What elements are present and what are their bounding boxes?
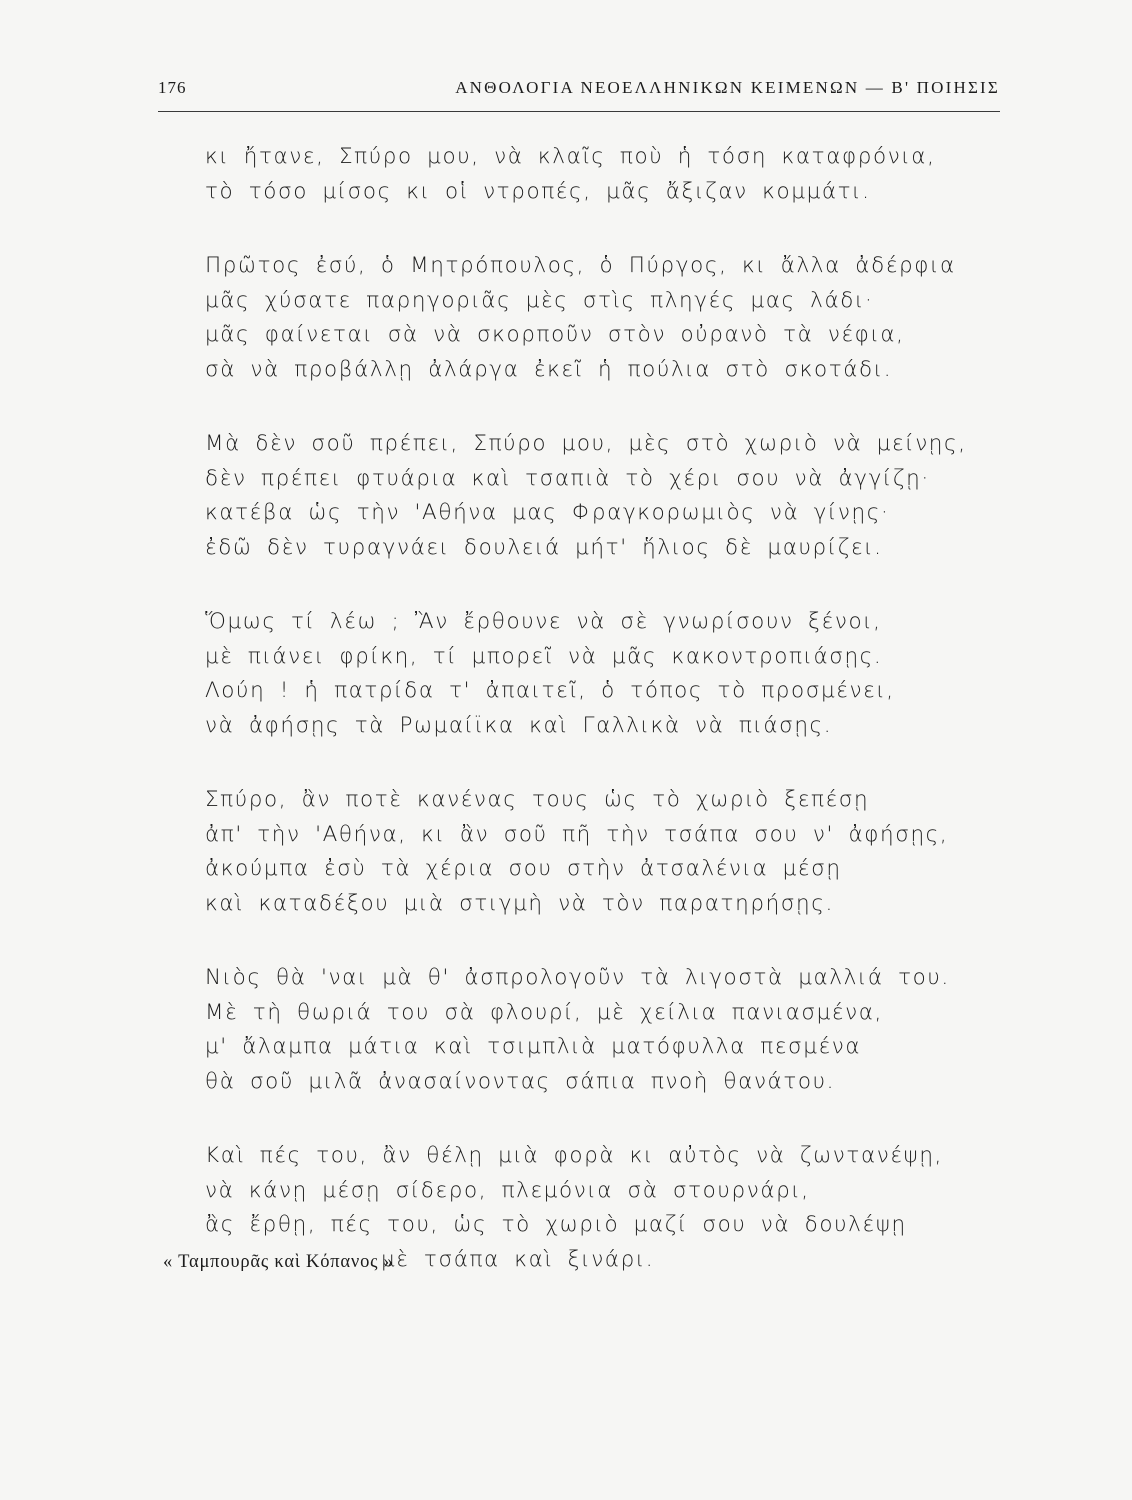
poem-line: Μὲ τὴ θωριά του σὰ φλουρί, μὲ χείλια πανιασμένα, bbox=[205, 999, 883, 1025]
header-rule bbox=[158, 111, 1000, 112]
stanza bbox=[205, 140, 936, 209]
poem-line: ἀπ' τὴν 'Αθήνα, κι ἂν σοῦ πῆ τὴν τσάπα σου ν' ἀφήσῃς, bbox=[205, 821, 949, 847]
stanza bbox=[205, 783, 949, 921]
poem bbox=[205, 140, 967, 1317]
poem-line: ἐδῶ δὲν τυραγνάει δουλειά μήτ' ἥλιος δὲ μαυρίζει. bbox=[205, 534, 883, 560]
stanza bbox=[205, 427, 967, 565]
poem-line: μὲ πιάνει φρίκη, τί μπορεῖ νὰ μᾶς κακοντροπιάσῃς. bbox=[205, 643, 883, 669]
poem-line: καὶ καταδέξου μιὰ στιγμὴ νὰ τὸν παρατηρήσῃς. bbox=[205, 890, 834, 916]
poem-line: Νιὸς θὰ 'ναι μὰ θ' ἀσπρολογοῦν τὰ λιγοστὰ μαλλιά του. bbox=[205, 965, 950, 990]
poem-line: Σπύρο, ἂν ποτὲ κανένας τους ὡς τὸ χωριὸ ξεπέσῃ bbox=[205, 787, 870, 812]
poem-line: νὰ κάνῃ μέσῃ σίδερο, πλεμόνια σὰ στουρνάρι, bbox=[205, 1177, 810, 1203]
poem-line: νὰ ἀφήσῃς τὰ Ρωμαίϊκα καὶ Γαλλικὰ νὰ πιάσῃς. bbox=[205, 712, 833, 738]
poem-line: Καὶ πές του, ἂν θέλῃ μιὰ φορὰ κι αὐτὸς νὰ ζωντανέψῃ, bbox=[205, 1143, 943, 1168]
stanza bbox=[205, 249, 956, 387]
source-citation: « Ταμπουρᾶς καὶ Κόπανος » bbox=[163, 1252, 394, 1272]
poem-line: δὲν πρέπει φτυάρια καὶ τσαπιὰ τὸ χέρι σου νὰ ἀγγίζῃ· bbox=[205, 465, 930, 491]
poem-line: κι ἤτανε, Σπύρο μου, νὰ κλαῖς ποὺ ἡ τόση καταφρόνια, bbox=[205, 144, 936, 169]
poem-line: Ὅμως τί λέω ; Ἂν ἔρθουνε νὰ σὲ γνωρίσουν ξένοι, bbox=[205, 609, 882, 634]
poem-line: θὰ σοῦ μιλᾶ ἀνασαίνοντας σάπια πνοὴ θανάτου. bbox=[205, 1068, 836, 1094]
poem-line: Πρῶτος ἐσύ, ὁ Μητρόπουλος, ὁ Πύργος, κι ἄλλα ἀδέρφια bbox=[205, 253, 956, 278]
poem-line: τὸ τόσο μίσος κι οἱ ντροπές, μᾶς ἄξιζαν κομμάτι. bbox=[205, 178, 871, 204]
poem-line: μὲ τσάπα καὶ ξινάρι. bbox=[381, 1246, 655, 1272]
running-head: ΑΝΘΟΛΟΓΙΑ ΝΕΟΕΛΛΗΝΙΚΩΝ ΚΕΙΜΕΝΩΝ — Β' ΠΟΙΗΣΙΣ bbox=[455, 78, 1000, 97]
page-number: 176 bbox=[158, 78, 187, 97]
poem-line: ἀκούμπα ἐσὺ τὰ χέρια σου στὴν ἀτσαλένια μέσῃ bbox=[205, 856, 842, 881]
poem-line: Μὰ δὲν σοῦ πρέπει, Σπύρο μου, μὲς στὸ χωριὸ νὰ μείνῃς, bbox=[205, 431, 967, 456]
poem-line: σὰ νὰ προβάλλῃ ἀλάργα ἐκεῖ ἡ πούλια στὸ σκοτάδι. bbox=[205, 356, 893, 382]
stanza bbox=[205, 961, 950, 1099]
poem-line: κατέβα ὡς τὴν 'Αθήνα μας Φραγκορωμιὸς νὰ γίνῃς· bbox=[205, 500, 890, 525]
poem-line: ἂς ἔρθῃ, πές του, ὡς τὸ χωριὸ μαζί σου νὰ δουλέψῃ bbox=[205, 1212, 907, 1237]
poem-line: μ' ἄλαμπα μάτια καὶ τσιμπλιὰ ματόφυλλα πεσμένα bbox=[205, 1034, 862, 1059]
poem-line: Λούη ! ἡ πατρίδα τ' ἀπαιτεῖ, ὁ τόπος τὸ προσμένει, bbox=[205, 678, 895, 703]
poem-line: μᾶς φαίνεται σὰ νὰ σκορποῦν στὸν οὐρανὸ τὰ νέφια, bbox=[205, 322, 905, 347]
page-header bbox=[158, 78, 1000, 108]
stanza bbox=[205, 605, 925, 743]
poem-line: μᾶς χύσατε παρηγοριᾶς μὲς στὶς πληγές μας λάδι· bbox=[205, 287, 874, 313]
